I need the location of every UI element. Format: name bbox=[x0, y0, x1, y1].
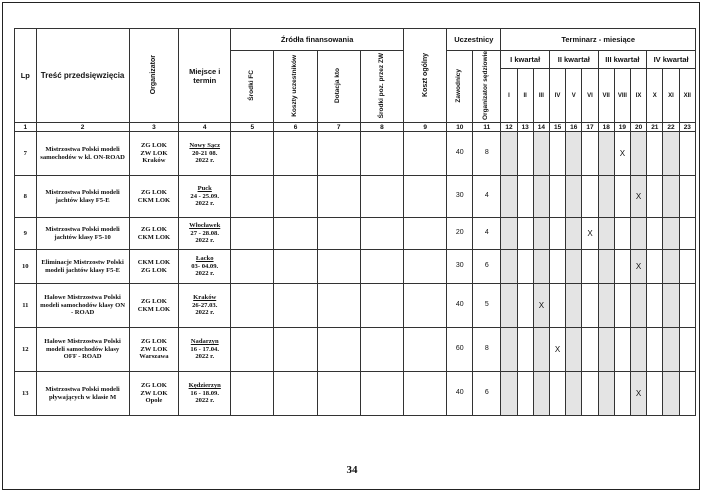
column-number: 19 bbox=[614, 123, 630, 132]
month-cell bbox=[598, 132, 614, 176]
row-lp: 12 bbox=[15, 328, 37, 372]
cell-dotacja bbox=[317, 284, 360, 328]
month-cell bbox=[566, 250, 582, 284]
month-cell bbox=[631, 284, 647, 328]
row-lp: 7 bbox=[15, 132, 37, 176]
month-cell bbox=[631, 218, 647, 250]
row-zawodnicy: 60 bbox=[447, 328, 473, 372]
month-cell bbox=[663, 218, 679, 250]
month-cell bbox=[663, 250, 679, 284]
month-cell bbox=[533, 176, 549, 218]
month-cell bbox=[614, 328, 630, 372]
month-cell bbox=[679, 372, 695, 416]
place-name: Nadarzyn bbox=[190, 338, 219, 346]
row-miejsce-termin bbox=[179, 176, 231, 218]
header-organizator-sedziowie: Organizator sędziowie bbox=[473, 51, 501, 123]
cell-srodki-fc bbox=[231, 328, 274, 372]
month-cell bbox=[663, 328, 679, 372]
row-miejsce-termin bbox=[179, 328, 231, 372]
month-cell bbox=[647, 250, 663, 284]
month-cell bbox=[679, 218, 695, 250]
header-month-5: V bbox=[566, 69, 582, 123]
cell-dotacja bbox=[317, 250, 360, 284]
month-cell bbox=[614, 372, 630, 416]
row-organizator bbox=[129, 250, 179, 284]
row-organizator bbox=[129, 132, 179, 176]
cell-koszt-ogolny bbox=[404, 250, 447, 284]
month-cell bbox=[517, 328, 533, 372]
month-cell bbox=[517, 284, 533, 328]
month-cell bbox=[598, 250, 614, 284]
month-cell bbox=[663, 132, 679, 176]
month-cell bbox=[647, 328, 663, 372]
cell-koszty-uczestnikow bbox=[274, 250, 317, 284]
place-name: Nowy Sącz bbox=[189, 142, 221, 150]
column-number: 14 bbox=[533, 123, 549, 132]
table-row bbox=[15, 176, 696, 218]
organizator-line: Warszawa bbox=[139, 353, 169, 361]
month-mark: X bbox=[549, 328, 565, 372]
month-cell bbox=[582, 176, 598, 218]
column-number: 11 bbox=[473, 123, 501, 132]
header-month-7: VII bbox=[598, 69, 614, 123]
cell-srodki-fc bbox=[231, 372, 274, 416]
date-line: 2022 r. bbox=[195, 397, 215, 405]
row-miejsce-termin bbox=[179, 132, 231, 176]
table-row bbox=[15, 284, 696, 328]
organizator-line: ZW LOK bbox=[140, 149, 168, 157]
organizator-line: ZG LOK bbox=[141, 338, 167, 346]
row-lp: 10 bbox=[15, 250, 37, 284]
month-cell bbox=[647, 176, 663, 218]
organizator-line: CKM LOK bbox=[137, 233, 171, 241]
organizator-line: CKM LOK bbox=[137, 196, 171, 204]
table-row bbox=[15, 372, 696, 416]
month-cell bbox=[517, 218, 533, 250]
row-sedziowie: 4 bbox=[473, 176, 501, 218]
column-number: 18 bbox=[598, 123, 614, 132]
header-zawodnicy: Zawodnicy bbox=[447, 51, 473, 123]
cell-srodki-poz bbox=[360, 132, 403, 176]
month-cell bbox=[582, 284, 598, 328]
month-cell bbox=[549, 250, 565, 284]
cell-dotacja bbox=[317, 328, 360, 372]
header-month-8: VIII bbox=[614, 69, 630, 123]
date-line: 24 - 25.09. bbox=[190, 192, 219, 200]
month-cell bbox=[501, 218, 517, 250]
header-kwartal-2: II kwartał bbox=[549, 51, 598, 69]
cell-koszty-uczestnikow bbox=[274, 176, 317, 218]
row-title: Eliminacje Mistrzostw Polski modeli jachtów klasy F5-E bbox=[36, 250, 129, 284]
cell-koszty-uczestnikow bbox=[274, 284, 317, 328]
month-cell bbox=[631, 328, 647, 372]
row-organizator bbox=[129, 284, 179, 328]
cell-koszt-ogolny bbox=[404, 176, 447, 218]
cell-srodki-poz bbox=[360, 328, 403, 372]
row-zawodnicy: 40 bbox=[447, 284, 473, 328]
month-cell bbox=[501, 132, 517, 176]
cell-koszt-ogolny bbox=[404, 284, 447, 328]
cell-srodki-poz bbox=[360, 218, 403, 250]
month-cell bbox=[517, 372, 533, 416]
row-miejsce-termin bbox=[179, 250, 231, 284]
header-month-12: XII bbox=[679, 69, 695, 123]
header-terminarz: Terminarz - miesiące bbox=[501, 29, 696, 51]
header-lp: Lp bbox=[15, 29, 37, 123]
header-koszty-uczestnikow: Koszty uczestników bbox=[274, 51, 317, 123]
row-miejsce-termin bbox=[179, 372, 231, 416]
month-cell bbox=[679, 250, 695, 284]
cell-dotacja bbox=[317, 132, 360, 176]
month-cell bbox=[517, 132, 533, 176]
column-number: 20 bbox=[631, 123, 647, 132]
month-cell bbox=[631, 132, 647, 176]
header-month-3: III bbox=[533, 69, 549, 123]
header-month-2: II bbox=[517, 69, 533, 123]
column-number: 10 bbox=[447, 123, 473, 132]
month-cell bbox=[501, 176, 517, 218]
row-zawodnicy: 30 bbox=[447, 176, 473, 218]
cell-srodki-fc bbox=[231, 132, 274, 176]
header-month-9: IX bbox=[631, 69, 647, 123]
page-number: 34 bbox=[346, 464, 358, 476]
header-kwartal-3: III kwartał bbox=[598, 51, 647, 69]
organizator-line: CKM LOK bbox=[137, 305, 171, 313]
cell-srodki-poz bbox=[360, 372, 403, 416]
organizator-line: ZG LOK bbox=[141, 297, 167, 305]
row-organizator bbox=[129, 372, 179, 416]
organizator-line: Opole bbox=[145, 397, 163, 405]
header-srodki-fc: Środki FC bbox=[231, 51, 274, 123]
header-dotacja: Dotacja kto bbox=[317, 51, 360, 123]
column-number: 21 bbox=[647, 123, 663, 132]
place-name: Włocławek bbox=[189, 222, 221, 230]
row-zawodnicy: 20 bbox=[447, 218, 473, 250]
cell-koszt-ogolny bbox=[404, 132, 447, 176]
row-sedziowie: 6 bbox=[473, 372, 501, 416]
row-organizator bbox=[129, 176, 179, 218]
month-cell bbox=[598, 176, 614, 218]
row-sedziowie: 8 bbox=[473, 328, 501, 372]
table-row bbox=[15, 218, 696, 250]
column-number: 12 bbox=[501, 123, 517, 132]
date-line: 2022 r. bbox=[195, 200, 215, 208]
cell-koszty-uczestnikow bbox=[274, 328, 317, 372]
date-line: 2022 r. bbox=[195, 270, 215, 278]
date-line: 2022 r. bbox=[195, 309, 215, 317]
events-table bbox=[14, 28, 696, 416]
month-cell bbox=[582, 132, 598, 176]
month-cell bbox=[582, 250, 598, 284]
row-sedziowie: 8 bbox=[473, 132, 501, 176]
cell-koszt-ogolny bbox=[404, 218, 447, 250]
row-title: Mistrzostwa Polski modeli samochodów w kl. ON-ROAD bbox=[36, 132, 129, 176]
column-number: 9 bbox=[404, 123, 447, 132]
header-month-4: IV bbox=[549, 69, 565, 123]
cell-srodki-fc bbox=[231, 284, 274, 328]
column-number: 8 bbox=[360, 123, 403, 132]
header-koszt-ogolny: Koszt ogólny bbox=[404, 29, 447, 123]
organizator-line: ZG LOK bbox=[141, 188, 167, 196]
month-cell bbox=[501, 372, 517, 416]
organizator-line: ZW LOK bbox=[140, 345, 168, 353]
month-cell bbox=[517, 176, 533, 218]
month-cell bbox=[566, 176, 582, 218]
month-cell bbox=[501, 328, 517, 372]
column-number: 2 bbox=[36, 123, 129, 132]
column-number: 1 bbox=[15, 123, 37, 132]
month-cell bbox=[533, 372, 549, 416]
header-miejsce: Miejsce i termin bbox=[179, 29, 231, 123]
organizator-line: ZG LOK bbox=[141, 142, 167, 150]
column-number: 7 bbox=[317, 123, 360, 132]
month-cell bbox=[614, 176, 630, 218]
organizator-line: ZG LOK bbox=[141, 382, 167, 390]
month-cell bbox=[614, 218, 630, 250]
month-cell bbox=[663, 372, 679, 416]
month-cell bbox=[647, 218, 663, 250]
month-cell bbox=[501, 284, 517, 328]
row-title: Mistrzostwa Polski modeli jachtów klasy F5-E bbox=[36, 176, 129, 218]
row-title: Mistrzostwa Polski modeli jachtów klasy F5-10 bbox=[36, 218, 129, 250]
header-month-11: XI bbox=[663, 69, 679, 123]
month-mark: X bbox=[533, 284, 549, 328]
header-month-10: X bbox=[647, 69, 663, 123]
row-zawodnicy: 30 bbox=[447, 250, 473, 284]
cell-koszt-ogolny bbox=[404, 328, 447, 372]
row-title: Mistrzostwa Polski modeli pływających w klasie M bbox=[36, 372, 129, 416]
header-zrodla: Źródła finansowania bbox=[231, 29, 404, 51]
header-organizator: Organizator bbox=[129, 29, 179, 123]
header-uczestnicy: Uczestnicy bbox=[447, 29, 501, 51]
month-cell bbox=[566, 328, 582, 372]
row-organizator bbox=[129, 328, 179, 372]
column-number: 3 bbox=[129, 123, 179, 132]
row-lp: 8 bbox=[15, 176, 37, 218]
organizator-line: ZG LOK bbox=[141, 225, 167, 233]
place-name: Kędzierzyn bbox=[188, 382, 221, 390]
month-mark: X bbox=[614, 132, 630, 176]
cell-srodki-poz bbox=[360, 284, 403, 328]
month-cell bbox=[533, 250, 549, 284]
table-row bbox=[15, 328, 696, 372]
month-cell bbox=[549, 132, 565, 176]
month-cell bbox=[598, 284, 614, 328]
cell-srodki-fc bbox=[231, 250, 274, 284]
month-cell bbox=[663, 284, 679, 328]
row-lp: 9 bbox=[15, 218, 37, 250]
date-line: 16 - 18.09. bbox=[190, 389, 219, 397]
table-row bbox=[15, 132, 696, 176]
column-number: 15 bbox=[549, 123, 565, 132]
cell-srodki-poz bbox=[360, 176, 403, 218]
month-cell bbox=[549, 218, 565, 250]
table-row bbox=[15, 250, 696, 284]
cell-srodki-poz bbox=[360, 250, 403, 284]
column-number: 5 bbox=[231, 123, 274, 132]
header-kwartal-4: IV kwartał bbox=[647, 51, 696, 69]
row-lp: 11 bbox=[15, 284, 37, 328]
month-cell bbox=[549, 284, 565, 328]
month-cell bbox=[598, 372, 614, 416]
date-line: 2022 r. bbox=[195, 237, 215, 245]
organizator-line: ZW LOK bbox=[140, 389, 168, 397]
place-name: Puck bbox=[197, 185, 212, 193]
cell-koszty-uczestnikow bbox=[274, 132, 317, 176]
month-cell bbox=[614, 284, 630, 328]
month-cell bbox=[679, 284, 695, 328]
cell-dotacja bbox=[317, 218, 360, 250]
header-srodki-poz: Środki poz. przez ZW bbox=[360, 51, 403, 123]
column-numbers-row bbox=[15, 123, 696, 132]
cell-srodki-fc bbox=[231, 176, 274, 218]
cell-dotacja bbox=[317, 372, 360, 416]
date-line: 27 - 28.08. bbox=[190, 229, 219, 237]
row-zawodnicy: 40 bbox=[447, 132, 473, 176]
header-kwartal-1: I kwartał bbox=[501, 51, 550, 69]
header-tresc: Treść przedsięwzięcia bbox=[36, 29, 129, 123]
column-number: 6 bbox=[274, 123, 317, 132]
month-cell bbox=[663, 176, 679, 218]
month-cell bbox=[598, 328, 614, 372]
column-number: 4 bbox=[179, 123, 231, 132]
header-month-1: I bbox=[501, 69, 517, 123]
column-number: 16 bbox=[566, 123, 582, 132]
organizator-line: Kraków bbox=[142, 157, 166, 165]
column-number: 23 bbox=[679, 123, 695, 132]
cell-koszt-ogolny bbox=[404, 372, 447, 416]
month-cell bbox=[533, 328, 549, 372]
organizator-line: ZG LOK bbox=[141, 266, 167, 274]
row-sedziowie: 6 bbox=[473, 250, 501, 284]
date-line: 16 - 17.04. bbox=[190, 345, 219, 353]
place-name: Łacko bbox=[195, 255, 214, 263]
row-organizator bbox=[129, 218, 179, 250]
column-number: 22 bbox=[663, 123, 679, 132]
month-cell bbox=[549, 372, 565, 416]
month-cell bbox=[566, 372, 582, 416]
organizator-line: CKM LOK bbox=[137, 258, 171, 266]
date-line: 03- 04.09. bbox=[191, 262, 219, 270]
row-miejsce-termin bbox=[179, 284, 231, 328]
month-cell bbox=[679, 328, 695, 372]
month-cell bbox=[517, 250, 533, 284]
month-cell bbox=[679, 132, 695, 176]
month-cell bbox=[582, 328, 598, 372]
date-line: 2022 r. bbox=[195, 353, 215, 361]
row-zawodnicy: 40 bbox=[447, 372, 473, 416]
month-cell bbox=[533, 218, 549, 250]
cell-srodki-fc bbox=[231, 218, 274, 250]
cell-dotacja bbox=[317, 176, 360, 218]
date-line: 20-21 08. bbox=[192, 149, 218, 157]
row-sedziowie: 5 bbox=[473, 284, 501, 328]
month-cell bbox=[533, 132, 549, 176]
month-cell bbox=[598, 218, 614, 250]
month-cell bbox=[614, 250, 630, 284]
cell-koszty-uczestnikow bbox=[274, 372, 317, 416]
month-mark: X bbox=[631, 250, 647, 284]
row-miejsce-termin bbox=[179, 218, 231, 250]
row-title: Halowe Mistrzostwa Polski modeli samochodów klasy ON - ROAD bbox=[36, 284, 129, 328]
month-cell bbox=[566, 132, 582, 176]
month-cell bbox=[647, 284, 663, 328]
month-cell bbox=[647, 132, 663, 176]
month-mark: X bbox=[631, 176, 647, 218]
month-cell bbox=[566, 218, 582, 250]
date-line: 26-27.03. bbox=[192, 301, 218, 309]
month-mark: X bbox=[582, 218, 598, 250]
column-number: 13 bbox=[517, 123, 533, 132]
month-cell bbox=[679, 176, 695, 218]
place-name: Kraków bbox=[193, 294, 217, 302]
month-cell bbox=[549, 176, 565, 218]
row-title: Halowe Mistrzostwa Polski modeli samochodów klasy OFF - ROAD bbox=[36, 328, 129, 372]
cell-koszty-uczestnikow bbox=[274, 218, 317, 250]
date-line: 2022 r. bbox=[195, 157, 215, 165]
month-mark: X bbox=[631, 372, 647, 416]
row-sedziowie: 4 bbox=[473, 218, 501, 250]
month-cell bbox=[582, 372, 598, 416]
column-number: 17 bbox=[582, 123, 598, 132]
row-lp: 13 bbox=[15, 372, 37, 416]
month-cell bbox=[501, 250, 517, 284]
header-month-6: VI bbox=[582, 69, 598, 123]
month-cell bbox=[647, 372, 663, 416]
month-cell bbox=[566, 284, 582, 328]
